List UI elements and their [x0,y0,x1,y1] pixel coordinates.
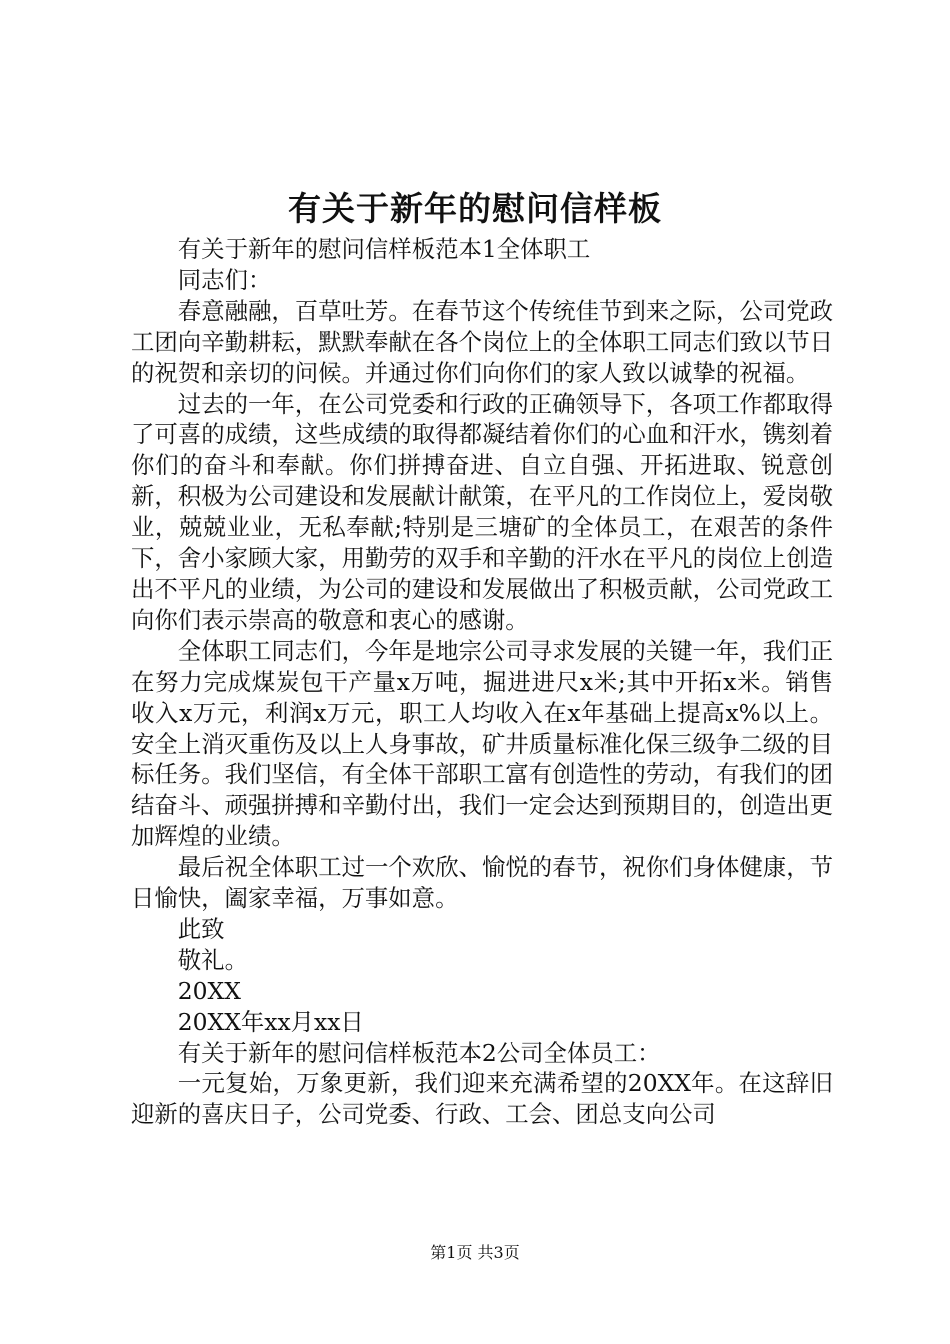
paragraph-signature: 20XX [177,976,241,1005]
paragraph-sample-2-opening: 一元复始，万象更新，我们迎来充满希望的20XX年。在这辞旧迎新的喜庆日子，公司党委、行政、工会、团总支向公司 [131,1069,833,1129]
page-footer: 第1页 共3页 [430,1243,520,1262]
document-body [131,234,833,1130]
paragraph-salutation: 同志们： [177,265,272,294]
paragraph-heading-sample-2: 有关于新年的慰问信样板范本2公司全体员工： [177,1038,661,1067]
paragraph-heading-sample-1: 有关于新年的慰问信样板范本1全体职工 [177,235,591,263]
paragraph-this-year: 全体职工同志们，今年是地宗公司寻求发展的关键一年，我们正在努力完成煤炭包干产量x万吨，掘进进尺x米;其中开拓x米。销售收入x万元，利润x万元，职工人均收入在x年基础上提高x%以上。安全上消灭重伤及以上人身事故，矿井质量标准化保三级争二级的目标任务。我们坚信，有全体干部职工富有创造性的劳动，有我们的团结奋斗、顽强拼搏和辛勤付出，我们一定会达到预期目的，创造出更加辉煌的业绩。 [131,636,833,851]
paragraph-greeting: 春意融融，百草吐芳。在春节这个传统佳节到来之际，公司党政工团向辛勤耕耘，默默奉献在各个岗位上的全体职工同志们致以节日的祝贺和亲切的问候。并通过你们向你们的家人致以诚挚的祝福。 [131,296,833,387]
paragraph-date: 20XX年xx月xx日 [177,1007,364,1036]
paragraph-closing-1: 此致 [177,914,225,943]
paragraph-past-year: 过去的一年，在公司党委和行政的正确领导下，各项工作都取得了可喜的成绩，这些成绩的取得都凝结着你们的心血和汗水，镌刻着你们的奋斗和奉献。你们拼搏奋进、自立自强、开拓进取、锐意创新，积极为公司建设和发展献计献策，在平凡的工作岗位上，爱岗敬业，兢兢业业，无私奉献;特别是三塘矿的全体员工，在艰苦的条件下，舍小家顾大家，用勤劳的双手和辛勤的汗水在平凡的岗位上创造出不平凡的业绩，为公司的建设和发展做出了积极贡献，公司党政工向你们表示崇高的敬意和衷心的感谢。 [131,389,833,634]
document-title: 有关于新年的慰问信样板 [288,189,662,228]
paragraph-closing-2: 敬礼。 [177,945,248,974]
paragraph-wishes: 最后祝全体职工过一个欢欣、愉悦的春节，祝你们身体健康，节日愉快，阖家幸福，万事如意。 [131,853,833,913]
